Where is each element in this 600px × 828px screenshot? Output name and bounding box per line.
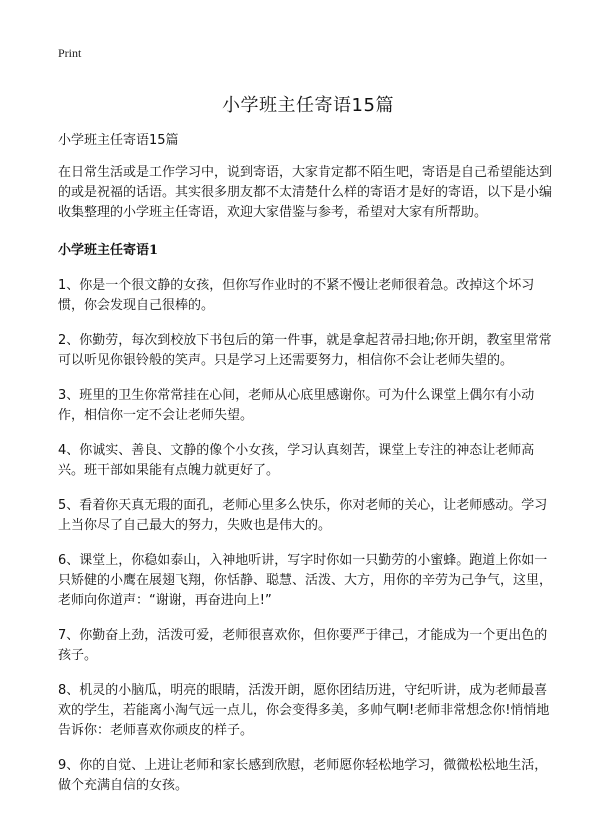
section-heading: 小学班主任寄语1	[58, 243, 159, 258]
list-item: 3、班里的卫生你常常挂在心间，老师从心底里感谢你。可为什么课堂上偶尔有小动作，相信你一定不会让老师失望。	[58, 388, 535, 423]
document-subtitle: 小学班主任寄语15篇	[58, 133, 179, 148]
list-item: 7、你勤奋上劲，活泼可爱，老师很喜欢你，但你要严于律己，才能成为一个更出色的孩子。	[58, 628, 548, 663]
list-item: 6、课堂上，你稳如泰山，入神地听讲，写字时你如一只勤劳的小蜜蜂。跑道上你如一只矫健的小鹰在展翅飞翔，你恬静、聪慧、活泼、大方，用你的辛劳为己争气，这里，老师向你道声：“谢谢，再奋进向上!”	[58, 553, 553, 608]
list-item: 2、你勤劳，每次到校放下书包后的第一件事，就是拿起苕帚扫地;你开朗，教室里常常可以听见你银铃般的笑声。只是学习上还需要努力，相信你不会让老师失望的。	[58, 333, 552, 368]
list-item: 1、你是一个很文静的女孩，但你写作业时的不紧不慢让老师很着急。改掉这个坏习惯，你会发现自己很棒的。	[58, 278, 535, 313]
list-item: 4、你诚实、善良、文静的像个小女孩，学习认真刻苦，课堂上专注的神态让老师高兴。班干部如果能有点魄力就更好了。	[58, 443, 535, 478]
intro-paragraph: 在日常生活或是工作学习中，说到寄语，大家肯定都不陌生吧，寄语是自己希望能达到的或是祝福的话语。其实很多朋友都不太清楚什么样的寄语才是好的寄语，以下是小编收集整理的小学班主任寄语，欢迎大家借鉴与参考，希望对大家有所帮助。	[58, 165, 553, 220]
document-title: 小学班主任寄语15篇	[222, 95, 394, 116]
list-item: 9、你的自觉、上进让老师和家长感到欣慰，老师愿你轻松地学习，微微松松地生活，做个充满自信的女孩。	[58, 758, 548, 793]
list-item: 5、看着你天真无瑕的面孔，老师心里多么快乐，你对老师的关心，让老师感动。学习上当你尽了自己最大的努力，失败也是伟大的。	[58, 498, 548, 533]
print-link[interactable]: Print	[58, 46, 82, 60]
list-item: 8、机灵的小脑瓜，明亮的眼睛，活泼开朗，愿你团结历进，守纪听讲，成为老师最喜欢的学生，若能离小淘气远一点儿，你会变得多美，多帅气啊!老师非常想念你!悄悄地告诉你：老师喜欢你顽皮的样子。	[58, 683, 550, 738]
